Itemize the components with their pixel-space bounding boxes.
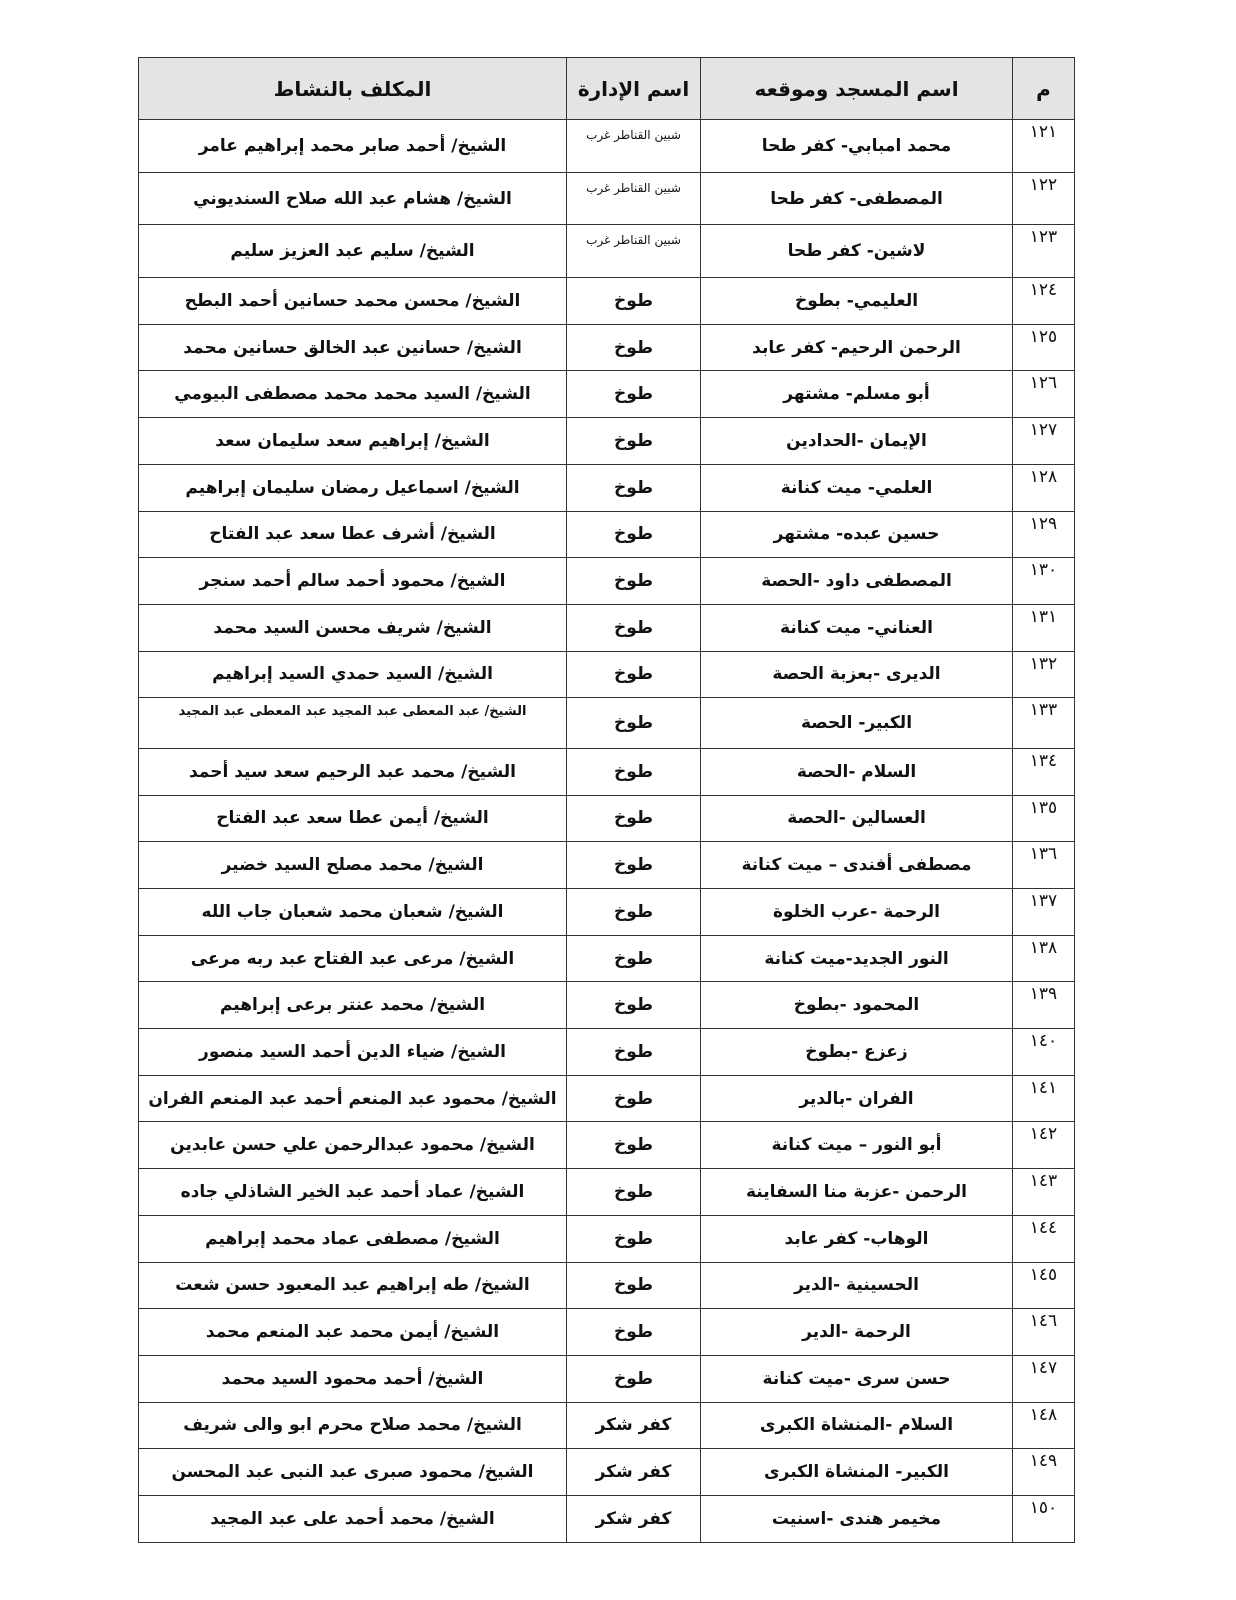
assigned-imam: الشيخ/ شريف محسن السيد محمد [139,604,567,651]
row-number: ١٣٨ [1013,935,1075,982]
mosque-name: النور الجديد-ميت كنانة [701,935,1013,982]
administration-name: طوخ [567,511,701,558]
assigned-imam: الشيخ/ محمد عبد الرحيم سعد سيد أحمد [139,748,567,795]
row-number: ١٤٤ [1013,1215,1075,1262]
mosque-name: العسالين -الحصة [701,795,1013,842]
row-number: ١٢٩ [1013,511,1075,558]
administration-name: طوخ [567,1169,701,1216]
administration-name: طوخ [567,698,701,749]
assigned-imam: الشيخ/ محسن محمد حسانين أحمد البطح [139,278,567,325]
administration-name: شبين القناطر غرب [567,120,701,173]
row-number: ١٣٦ [1013,842,1075,889]
administration-name: طوخ [567,418,701,465]
mosque-name: الكبير- المنشاة الكبرى [701,1449,1013,1496]
mosque-name: العليمي- بطوخ [701,278,1013,325]
table-row [139,371,1075,418]
mosque-name: السلام -المنشاة الكبرى [701,1402,1013,1449]
header-number: م [1013,58,1075,120]
administration-name: طوخ [567,889,701,936]
assigned-imam: الشيخ/ مرعى عبد الفتاح عبد ربه مرعى [139,935,567,982]
table-row [139,1215,1075,1262]
mosque-name: الحسينية -الدير [701,1262,1013,1309]
mosque-name: الرحمة -الدير [701,1309,1013,1356]
table-row [139,889,1075,936]
row-number: ١٤١ [1013,1075,1075,1122]
table-row [139,324,1075,371]
administration-name: طوخ [567,1029,701,1076]
mosque-assignment-table [138,57,1075,1543]
mosque-name: الفران -بالدير [701,1075,1013,1122]
administration-name: شبين القناطر غرب [567,225,701,278]
assigned-imam: الشيخ/ طه إبراهيم عبد المعبود حسن شعت [139,1262,567,1309]
row-number: ١٣٧ [1013,889,1075,936]
administration-name: طوخ [567,1355,701,1402]
row-number: ١٣٥ [1013,795,1075,842]
assigned-imam: الشيخ/ محمود عبدالرحمن علي حسن عابدين [139,1122,567,1169]
table-row [139,1402,1075,1449]
row-number: ١٢١ [1013,120,1075,173]
mosque-name: لاشين- كفر طحا [701,225,1013,278]
row-number: ١٣٠ [1013,558,1075,605]
table-row [139,120,1075,173]
mosque-name: العلمي- ميت كنانة [701,464,1013,511]
row-number: ١٤٨ [1013,1402,1075,1449]
administration-name: طوخ [567,935,701,982]
assigned-imam: الشيخ/ محمود أحمد سالم أحمد سنجر [139,558,567,605]
administration-name: طوخ [567,278,701,325]
table-row [139,604,1075,651]
mosque-name: مخيمر هندى -اسنيت [701,1495,1013,1542]
row-number: ١٥٠ [1013,1495,1075,1542]
assigned-imam: الشيخ/ حسانين عبد الخالق حسانين محمد [139,324,567,371]
administration-name: طوخ [567,651,701,698]
row-number: ١٤٣ [1013,1169,1075,1216]
mosque-name: السلام -الحصة [701,748,1013,795]
administration-name: طوخ [567,1309,701,1356]
administration-name: طوخ [567,1075,701,1122]
assigned-imam: الشيخ/ أحمد صابر محمد إبراهيم عامر [139,120,567,173]
table-row [139,842,1075,889]
administration-name: شبين القناطر غرب [567,172,701,225]
table-row [139,558,1075,605]
assigned-imam: الشيخ/ أشرف عطا سعد عبد الفتاح [139,511,567,558]
row-number: ١٤٢ [1013,1122,1075,1169]
table-row [139,1355,1075,1402]
assigned-imam: الشيخ/ عماد أحمد عبد الخير الشاذلي جاده [139,1169,567,1216]
assigned-imam: الشيخ/ أيمن محمد عبد المنعم محمد [139,1309,567,1356]
mosque-name: محمد امبابي- كفر طحا [701,120,1013,173]
table-row [139,651,1075,698]
row-number: ١٣٣ [1013,698,1075,749]
row-number: ١٤٦ [1013,1309,1075,1356]
mosque-name: أبو النور – ميت كنانة [701,1122,1013,1169]
row-number: ١٣٤ [1013,748,1075,795]
row-number: ١٢٢ [1013,172,1075,225]
header-mosque: اسم المسجد وموقعه [701,58,1013,120]
row-number: ١٢٨ [1013,464,1075,511]
mosque-name: مصطفى أفندى – ميت كنانة [701,842,1013,889]
administration-name: طوخ [567,1262,701,1309]
administration-name: طوخ [567,842,701,889]
administration-name: طوخ [567,1215,701,1262]
table-row [139,982,1075,1029]
assigned-imam: الشيخ/ أيمن عطا سعد عبد الفتاح [139,795,567,842]
administration-name: طوخ [567,1122,701,1169]
administration-name: كفر شكر [567,1495,701,1542]
administration-name: كفر شكر [567,1402,701,1449]
table-row [139,511,1075,558]
mosque-name: المحمود -بطوخ [701,982,1013,1029]
mosque-name: حسن سرى -ميت كنانة [701,1355,1013,1402]
assigned-imam: الشيخ/ أحمد محمود السيد محمد [139,1355,567,1402]
row-number: ١٣١ [1013,604,1075,651]
mosque-name: المصطفى داود -الحصة [701,558,1013,605]
row-number: ١٢٤ [1013,278,1075,325]
mosque-name: الوهاب- كفر عابد [701,1215,1013,1262]
table-row [139,1309,1075,1356]
table-header [139,58,1075,120]
assigned-imam: الشيخ/ السيد حمدي السيد إبراهيم [139,651,567,698]
row-number: ١٤٩ [1013,1449,1075,1496]
assigned-imam: الشيخ/ السيد محمد محمد مصطفى البيومي [139,371,567,418]
assigned-imam: الشيخ/ محمد صلاح محرم ابو والى شريف [139,1402,567,1449]
mosque-name: الكبير- الحصة [701,698,1013,749]
administration-name: طوخ [567,558,701,605]
table-row [139,748,1075,795]
table-row [139,418,1075,465]
mosque-name: زعزع -بطوخ [701,1029,1013,1076]
assigned-imam: الشيخ/ محمد عنتر برعى إبراهيم [139,982,567,1029]
row-number: ١٢٥ [1013,324,1075,371]
table-row [139,1495,1075,1542]
assigned-imam: الشيخ/ شعبان محمد شعبان جاب الله [139,889,567,936]
table-row [139,464,1075,511]
table-container [138,57,1074,1543]
table-row [139,278,1075,325]
table-row [139,1029,1075,1076]
header-row [139,58,1075,120]
assigned-imam: الشيخ/ إبراهيم سعد سليمان سعد [139,418,567,465]
row-number: ١٢٣ [1013,225,1075,278]
assigned-imam: الشيخ/ عبد المعطى عبد المجيد عبد المعطى عبد المجيد [139,698,567,749]
assigned-imam: الشيخ/ محمد أحمد على عبد المجيد [139,1495,567,1542]
row-number: ١٤٥ [1013,1262,1075,1309]
header-admin: اسم الإدارة [567,58,701,120]
administration-name: طوخ [567,464,701,511]
table-row [139,935,1075,982]
table-row [139,225,1075,278]
table-row [139,1169,1075,1216]
assigned-imam: الشيخ/ محمود عبد المنعم أحمد عبد المنعم الفران [139,1075,567,1122]
row-number: ١٣٢ [1013,651,1075,698]
table-row [139,172,1075,225]
mosque-name: حسين عبده- مشتهر [701,511,1013,558]
mosque-name: المصطفى- كفر طحا [701,172,1013,225]
table-row [139,795,1075,842]
mosque-name: الرحمة -عرب الخلوة [701,889,1013,936]
administration-name: طوخ [567,795,701,842]
row-number: ١٢٦ [1013,371,1075,418]
mosque-name: الديرى -بعزبة الحصة [701,651,1013,698]
mosque-name: الإيمان -الحدادين [701,418,1013,465]
header-imam: المكلف بالنشاط [139,58,567,120]
table-row [139,1122,1075,1169]
row-number: ١٤٧ [1013,1355,1075,1402]
row-number: ١٤٠ [1013,1029,1075,1076]
assigned-imam: الشيخ/ محمود صبرى عبد النبى عبد المحسن [139,1449,567,1496]
assigned-imam: الشيخ/ هشام عبد الله صلاح السنديوني [139,172,567,225]
assigned-imam: الشيخ/ مصطفى عماد محمد إبراهيم [139,1215,567,1262]
row-number: ١٢٧ [1013,418,1075,465]
mosque-name: العناني- ميت كنانة [701,604,1013,651]
table-body [139,120,1075,1543]
administration-name: طوخ [567,748,701,795]
assigned-imam: الشيخ/ ضياء الدين أحمد السيد منصور [139,1029,567,1076]
administration-name: طوخ [567,982,701,1029]
assigned-imam: الشيخ/ محمد مصلح السيد خضير [139,842,567,889]
table-row [139,1075,1075,1122]
mosque-name: أبو مسلم- مشتهر [701,371,1013,418]
assigned-imam: الشيخ/ سليم عبد العزيز سليم [139,225,567,278]
mosque-name: الرحمن -عزبة منا السفاينة [701,1169,1013,1216]
row-number: ١٣٩ [1013,982,1075,1029]
table-row [139,698,1075,749]
administration-name: كفر شكر [567,1449,701,1496]
administration-name: طوخ [567,371,701,418]
administration-name: طوخ [567,324,701,371]
administration-name: طوخ [567,604,701,651]
mosque-name: الرحمن الرحيم- كفر عابد [701,324,1013,371]
table-row [139,1449,1075,1496]
table-row [139,1262,1075,1309]
assigned-imam: الشيخ/ اسماعيل رمضان سليمان إبراهيم [139,464,567,511]
